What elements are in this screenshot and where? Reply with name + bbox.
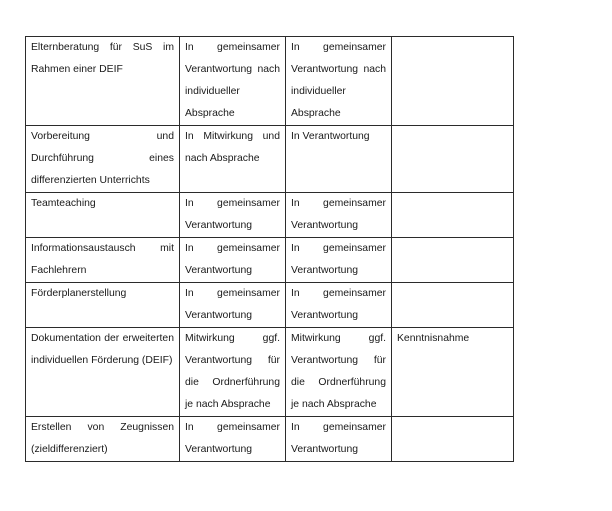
table-row bbox=[26, 283, 514, 328]
responsibility-cell: In gemeinsamer Verantwortung bbox=[286, 193, 392, 238]
responsibility-cell bbox=[392, 37, 514, 126]
responsibility-cell: In gemeinsamer Verantwortung nach individueller Absprache bbox=[286, 37, 392, 126]
table-row bbox=[26, 37, 514, 126]
table-row bbox=[26, 126, 514, 193]
responsibility-table bbox=[25, 36, 514, 462]
responsibility-cell: In gemeinsamer Verantwortung bbox=[286, 417, 392, 462]
responsibility-cell bbox=[392, 417, 514, 462]
responsibility-cell: In Mitwirkung und nach Absprache bbox=[180, 126, 286, 193]
table-row bbox=[26, 328, 514, 417]
task-cell: Erstellen von Zeugnissen (zieldifferenziert) bbox=[26, 417, 180, 462]
responsibility-cell: Mitwirkung ggf. Verantwortung für die Ordnerführung je nach Absprache bbox=[286, 328, 392, 417]
task-cell: Informationsaustausch mit Fachlehrern bbox=[26, 238, 180, 283]
responsibility-cell bbox=[392, 193, 514, 238]
responsibility-cell: In gemeinsamer Verantwortung bbox=[286, 238, 392, 283]
task-cell: Vorbereitung und Durchführung eines differenzierten Unterrichts bbox=[26, 126, 180, 193]
responsibility-cell bbox=[392, 238, 514, 283]
table-row bbox=[26, 193, 514, 238]
responsibility-cell: In gemeinsamer Verantwortung bbox=[286, 283, 392, 328]
responsibility-cell: Mitwirkung ggf. Verantwortung für die Ordnerführung je nach Absprache bbox=[180, 328, 286, 417]
task-cell: Dokumentation der erweiterten individuellen Förderung (DEIF) bbox=[26, 328, 180, 417]
responsibility-cell: In gemeinsamer Verantwortung bbox=[180, 283, 286, 328]
responsibility-cell: Kenntnisnahme bbox=[392, 328, 514, 417]
responsibility-cell: In gemeinsamer Verantwortung bbox=[180, 417, 286, 462]
responsibility-cell bbox=[392, 126, 514, 193]
responsibility-cell: In gemeinsamer Verantwortung bbox=[180, 238, 286, 283]
responsibility-cell: In gemeinsamer Verantwortung bbox=[180, 193, 286, 238]
responsibility-cell: In Verantwortung bbox=[286, 126, 392, 193]
task-cell: Förderplanerstellung bbox=[26, 283, 180, 328]
responsibility-cell: In gemeinsamer Verantwortung nach individueller Absprache bbox=[180, 37, 286, 126]
table-row bbox=[26, 238, 514, 283]
task-cell: Elternberatung für SuS im Rahmen einer DEIF bbox=[26, 37, 180, 126]
table-row bbox=[26, 417, 514, 462]
task-cell: Teamteaching bbox=[26, 193, 180, 238]
responsibility-cell bbox=[392, 283, 514, 328]
